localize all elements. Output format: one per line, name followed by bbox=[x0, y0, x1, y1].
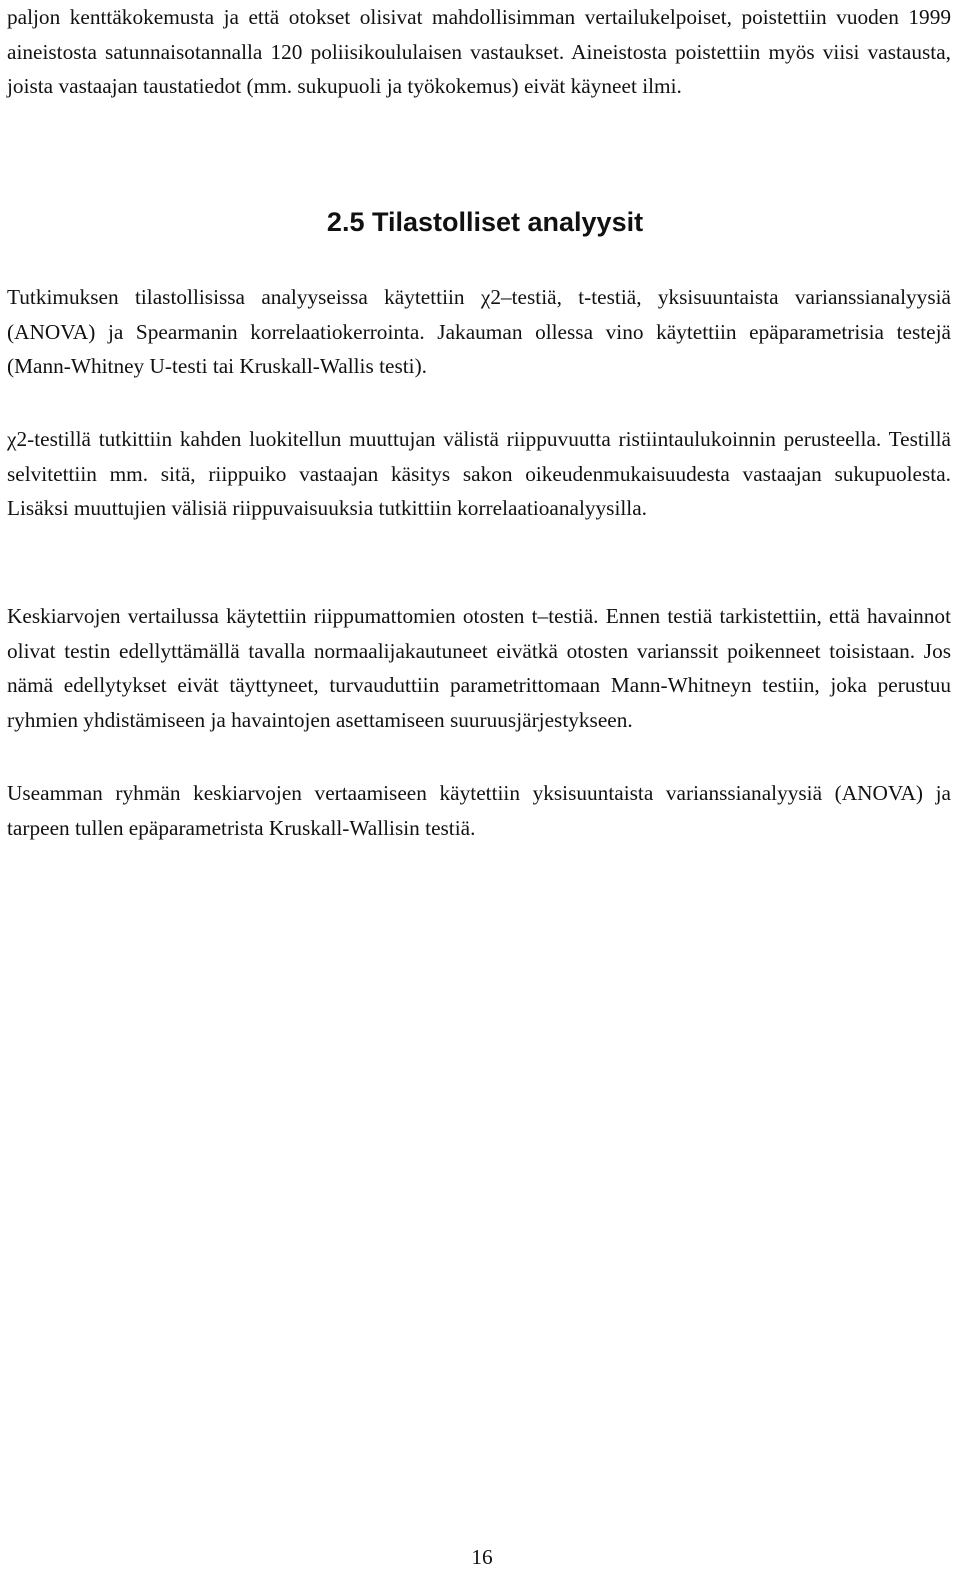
body-paragraph-4: Useamman ryhmän keskiarvojen vertaamiseen käytettiin yksisuuntaista varianssianalyysiä (ANOVA) ja tarpeen tullen epäparametrista Kruskall-Wallisin testiä. bbox=[7, 781, 951, 840]
body-paragraph-2: χ2-testillä tutkittiin kahden luokitellun muuttujan välistä riippuvuutta ristiintaulukoinnin perusteella. Testillä selvitettiin mm. sitä, riippuiko vastaajan käsitys sakon oikeudenmukaisuudesta vastaajan sukupuolesta. Lisäksi muuttujien välisiä riippuvaisuuksia tutkittiin korrelaatioanalyysilla. bbox=[7, 427, 951, 521]
section-heading: 2.5 Tilastolliset analyysit bbox=[326, 207, 644, 237]
intro-paragraph: paljon kenttäkokemusta ja että otokset olisivat mahdollisimman vertailukelpoiset, poistettiin vuoden 1999 aineistosta satunnaisotannalla 120 poliisikoululaisen vastaukset. Aineistosta poistettiin myös viisi vastausta, joista vastaajan taustatiedot (mm. sukupuoli ja työkokemus) eivät käyneet ilmi. bbox=[7, 5, 951, 99]
body-paragraph-1: Tutkimuksen tilastollisissa analyyseissa käytettiin χ2–testiä, t-testiä, yksisuuntaista varianssianalyysiä (ANOVA) ja Spearmanin korrelaatiokerrointa. Jakauman ollessa vino käytettiin epäparametrisia testejä (Mann-Whitney U-testi tai Kruskall-Wallis testi). bbox=[7, 285, 951, 379]
page-number: 16 bbox=[471, 1545, 493, 1569]
body-paragraph-3: Keskiarvojen vertailussa käytettiin riippumattomien otosten t–testiä. Ennen testiä tarkistettiin, että havainnot olivat testin edellyttämällä tavalla normaalijakautuneet eivätkä otosten varianssit poikenneet toisistaan. Jos nämä edellytykset eivät täyttyneet, turvauduttiin parametrittomaan Mann-Whitneyn testiin, joka perustuu ryhmien yhdistämiseen ja havaintojen asettamiseen suuruusjärjestykseen. bbox=[7, 604, 951, 732]
